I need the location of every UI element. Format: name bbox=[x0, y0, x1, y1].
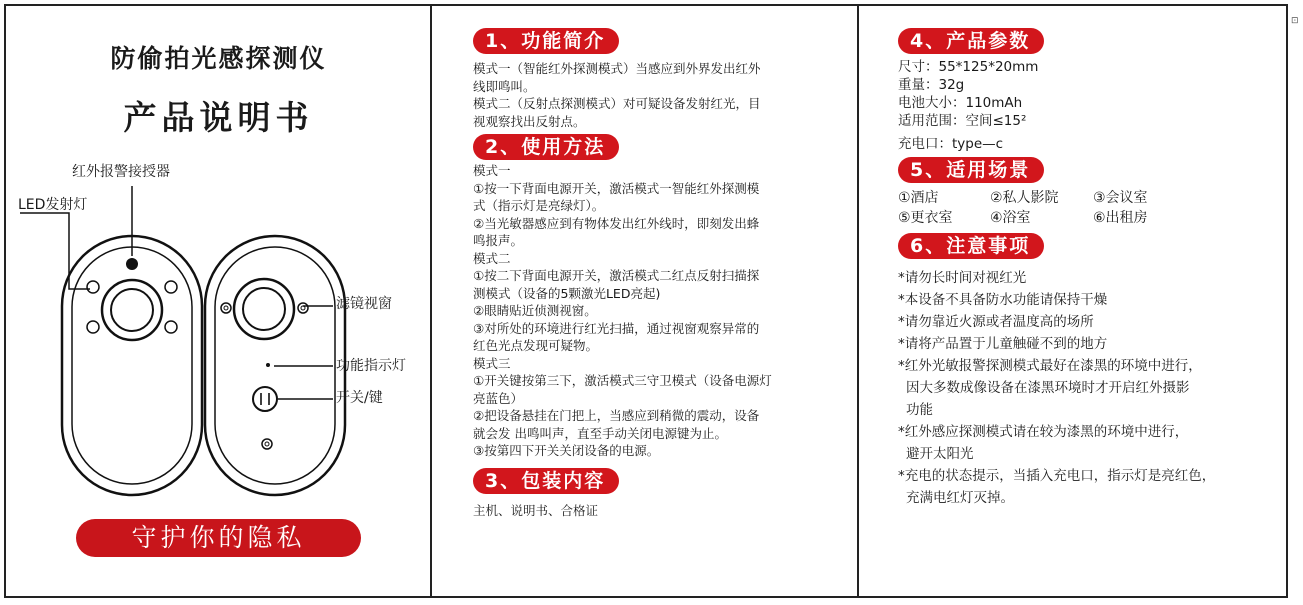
param-line: 充电口：type—c bbox=[898, 136, 1004, 152]
param-line: 电池大小：110mAh bbox=[898, 95, 1023, 111]
indicator-label: 功能指示灯 bbox=[336, 358, 406, 374]
ir-sensor-icon bbox=[126, 258, 138, 270]
privacy-banner: 守护你的隐私 bbox=[76, 519, 361, 557]
led-icon bbox=[87, 321, 99, 333]
scene-item: ②私人影院 bbox=[990, 190, 1059, 206]
function-list bbox=[473, 60, 772, 130]
switch-label: 开关/键 bbox=[336, 390, 383, 406]
note-line: 功能 bbox=[906, 402, 933, 418]
instructions-panel bbox=[433, 6, 858, 596]
note-line: 避开太阳光 bbox=[906, 446, 974, 462]
section-heading: 4、产品参数 bbox=[898, 28, 1044, 54]
text-line: 视观察找出反射点。 bbox=[473, 113, 586, 129]
scene-list bbox=[898, 189, 1215, 227]
text-line: 模式一 bbox=[473, 163, 511, 178]
package-contents: 主机、说明书、合格证 bbox=[473, 502, 599, 518]
param-line: 适用范围：空间≤15² bbox=[898, 113, 1027, 129]
section-heading: 6、注意事项 bbox=[898, 233, 1044, 259]
section-heading: 5、适用场景 bbox=[898, 157, 1044, 183]
instructions-column bbox=[473, 28, 772, 519]
scene-item: ⑤更衣室 bbox=[898, 210, 953, 226]
corner-mark-icon: ⊡ bbox=[1291, 16, 1299, 26]
note-line: *充电的状态提示，当插入充电口，指示灯是亮红色， bbox=[898, 468, 1216, 484]
text-line: 模式一（智能红外探测模式）当感应到外界发出红外 bbox=[473, 61, 761, 76]
manual-title: 产品说明书 bbox=[123, 98, 314, 137]
notes-list bbox=[898, 267, 1215, 509]
note-line: 充满电红灯灭掉。 bbox=[906, 490, 1014, 506]
text-line: 鸣报声。 bbox=[473, 233, 524, 248]
product-title: 防偷拍光感探测仪 bbox=[110, 44, 327, 73]
text-line: 就会发 出鸣叫声，直至手动关闭电源键为止。 bbox=[473, 425, 727, 441]
text-line: ②眼睛贴近侦测视窗。 bbox=[473, 303, 597, 318]
note-line: *红外感应探测模式请在较为漆黑的环境中进行， bbox=[898, 424, 1189, 440]
note-line: *请勿靠近火源或者温度高的场所 bbox=[898, 314, 1094, 330]
led-icon bbox=[87, 281, 99, 293]
text-line: ②把设备悬挂在门把上，当感应到稍微的震动，设备 bbox=[473, 408, 760, 423]
note-line: *红外光敏报警探测模式最好在漆黑的环境中进行， bbox=[898, 358, 1202, 374]
param-line: 尺寸：55*125*20mm bbox=[898, 59, 1039, 75]
specs-column bbox=[898, 28, 1215, 509]
text-line: ①按二下背面电源开关，激活模式二红点反射扫描探 bbox=[473, 268, 760, 283]
text-line: ③对所处的环境进行红光扫描，通过视窗观察异常的 bbox=[473, 320, 760, 336]
ir-alarm-label: 红外报警接授器 bbox=[72, 164, 170, 180]
scene-item: ①酒店 bbox=[898, 190, 939, 206]
text-line: ①开关键按第三下，激活模式三守卫模式（设备电源灯 bbox=[473, 373, 772, 388]
note-line: 因大多数成像设备在漆黑环境时才开启红外摄影 bbox=[906, 380, 1190, 396]
params-list bbox=[898, 58, 1215, 153]
cover-panel bbox=[6, 6, 431, 596]
filter-window-label: 滤镜视窗 bbox=[336, 296, 392, 312]
text-line: 红色光点发现可疑物。 bbox=[473, 338, 599, 353]
text-line: 模式二（反射点探测模式）对可疑设备发射红光，目 bbox=[473, 96, 761, 111]
text-line: 模式二 bbox=[473, 250, 511, 266]
scene-item: ⑥出租房 bbox=[1093, 210, 1148, 226]
text-line: ③按第四下开关关闭设备的电源。 bbox=[473, 443, 660, 458]
text-line: ①按一下背面电源开关，激活模式一智能红外探测模 bbox=[473, 180, 760, 196]
text-line: 亮蓝色） bbox=[473, 390, 524, 406]
section-heading: 1、功能简介 bbox=[473, 28, 619, 54]
usage-list bbox=[473, 162, 772, 460]
power-button-icon bbox=[253, 387, 277, 411]
section-heading: 3、包装内容 bbox=[473, 468, 619, 494]
scene-item: ③会议室 bbox=[1093, 190, 1148, 206]
led-icon bbox=[165, 321, 177, 333]
indicator-light-icon bbox=[266, 363, 270, 367]
scene-item: ④浴室 bbox=[990, 210, 1031, 226]
device-front-body bbox=[62, 236, 202, 495]
section-heading: 2、使用方法 bbox=[473, 134, 619, 160]
note-line: *本设备不具备防水功能请保持干燥 bbox=[898, 292, 1108, 308]
led-label: LED发射灯 bbox=[18, 197, 88, 213]
specs-panel bbox=[860, 6, 1287, 596]
led-icon bbox=[165, 281, 177, 293]
text-line: 式（指示灯是亮绿灯）。 bbox=[473, 198, 605, 213]
note-line: *请将产品置于儿童触碰不到的地方 bbox=[898, 336, 1108, 352]
note-line: *请勿长时间对视红光 bbox=[898, 270, 1027, 286]
param-line: 重量：32g bbox=[898, 77, 965, 93]
text-line: 测模式（设备的5颗激光LED亮起) bbox=[473, 285, 661, 301]
text-line: 线即鸣叫。 bbox=[473, 78, 536, 94]
text-line: 模式三 bbox=[473, 355, 511, 371]
text-line: ②当光敏器感应到有物体发出红外线时，即刻发出蜂 bbox=[473, 215, 760, 231]
charge-port-icon bbox=[262, 439, 272, 449]
